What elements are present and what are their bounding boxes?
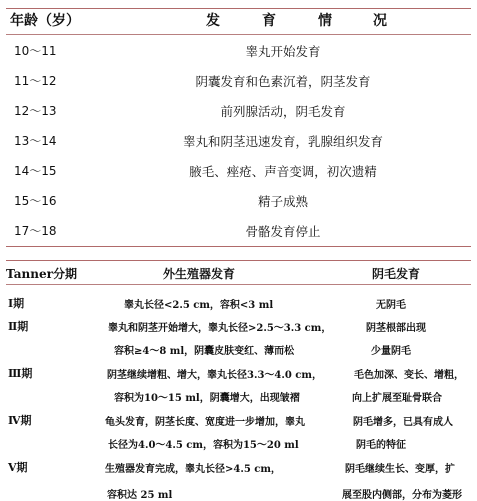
genital-cell: 龟头发育，阴茎长度、宽度进一步增加，睾丸 <box>105 417 305 428</box>
genital-cell: 阴茎继续增粗、增大，睾丸长径3.3～4.0 cm， <box>107 370 322 381</box>
table2-top-rule <box>6 260 471 261</box>
table1-row <box>8 159 473 181</box>
development-cell: 睾丸开始发育 <box>245 44 321 59</box>
table1-row <box>8 99 473 121</box>
age-cell: 17～18 <box>14 224 57 238</box>
genital-cell: 生殖器发育完成，睾丸长径>4.5 cm， <box>105 464 281 475</box>
table1-header-age: 年龄（岁） <box>10 13 80 29</box>
table2-header-genital: 外生殖器发育 <box>163 267 236 281</box>
table2-header-pubic: 阴毛发育 <box>372 267 421 281</box>
age-cell: 13～14 <box>14 134 57 148</box>
genital-cell: 容积≥4～8 ml，阴囊皮肤变红、薄而松 <box>114 346 295 357</box>
pubic-cell: 向上扩展至耻骨联合 <box>352 393 442 404</box>
table1-row <box>8 189 473 211</box>
development-cell: 阴囊发育和色素沉着，阴茎发育 <box>195 74 371 89</box>
table1-row <box>8 39 473 61</box>
pubic-cell: 阴茎根部出现 <box>366 323 426 334</box>
development-cell: 睾丸和阴茎迅速发育，乳腺组织发育 <box>182 134 383 149</box>
stage-cell: Ⅱ期 <box>8 320 29 333</box>
table1-header-dev-1: 发 <box>206 13 220 29</box>
table1-header-dev-2: 育 <box>262 13 276 29</box>
age-cell: 15～16 <box>14 194 57 208</box>
age-cell: 14～15 <box>14 164 57 178</box>
age-cell: 10～11 <box>14 44 57 58</box>
table1-header-dev-4: 况 <box>373 13 387 29</box>
pubic-cell: 阴毛增多，已具有成人 <box>353 417 453 428</box>
pubic-cell: 阴毛的特征 <box>356 440 406 451</box>
table2-header-stage: Tanner分期 <box>6 267 77 281</box>
pubic-cell: 无阴毛 <box>376 300 406 311</box>
table1-header-dev-3: 情 <box>318 13 332 29</box>
genital-cell: 睾丸和阴茎开始增大，睾丸长径>2.5～3.3 cm， <box>108 323 332 334</box>
stage-cell: Ⅴ期 <box>8 461 28 474</box>
genital-cell: 长径为4.0～4.5 cm，容积为15～20 ml <box>108 440 299 451</box>
pubic-cell: 少量阴毛 <box>371 346 411 357</box>
development-cell: 精子成熟 <box>257 194 308 209</box>
age-cell: 12～13 <box>14 104 57 118</box>
pubic-cell: 展至股内侧部，分布为菱形 <box>342 490 462 501</box>
genital-cell: 容积达 25 ml <box>107 490 173 501</box>
development-cell: 前列腺活动，阴毛发育 <box>220 104 346 119</box>
pubic-cell: 毛色加深、变长、增粗， <box>354 370 464 381</box>
genital-cell: 睾丸长径<2.5 cm，容积<3 ml <box>124 300 274 311</box>
age-cell: 11～12 <box>14 74 57 88</box>
stage-cell: Ⅳ期 <box>8 414 32 427</box>
development-cell: 骨骼发育停止 <box>245 224 321 239</box>
genital-cell: 容积为10～15 ml，阴囊增大，出现皱褶 <box>114 393 300 404</box>
stage-cell: Ⅲ期 <box>8 367 33 380</box>
table1-row <box>8 69 473 91</box>
table1-row <box>8 129 473 151</box>
table1-row <box>8 219 473 241</box>
table1-top-rule <box>6 8 471 9</box>
table1-bottom-rule <box>6 246 471 247</box>
pubic-cell: 阴毛继续生长、变厚，扩 <box>345 464 455 475</box>
stage-cell: Ⅰ期 <box>8 297 25 310</box>
table2-header-rule <box>6 284 471 285</box>
table1-header-rule <box>6 34 471 35</box>
development-cell: 腋毛、痤疮、声音变调，初次遗精 <box>189 164 377 179</box>
